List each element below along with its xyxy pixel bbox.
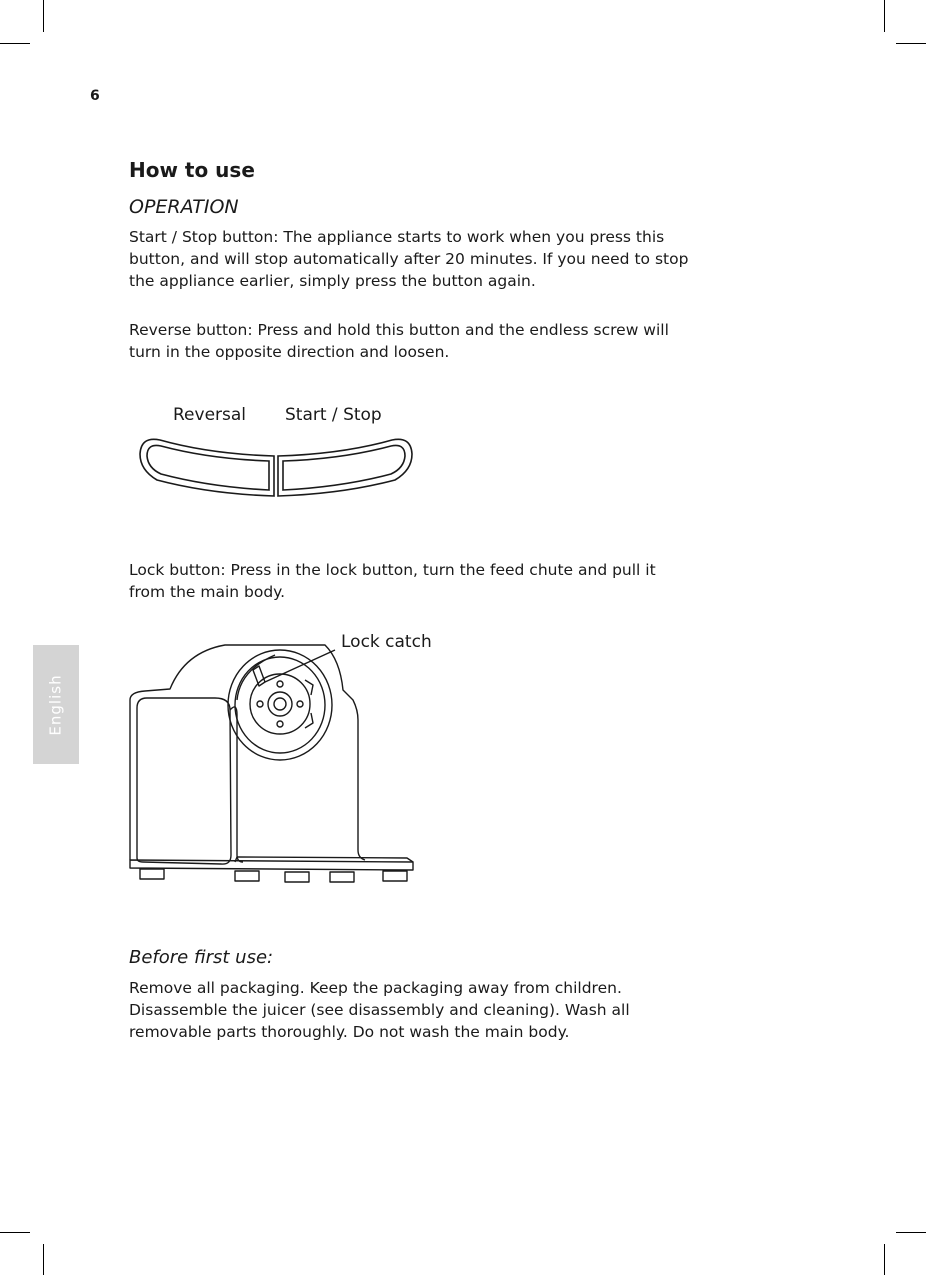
reversal-button-inner bbox=[147, 445, 269, 490]
language-tab-label: English bbox=[47, 673, 66, 736]
control-buttons-illustration bbox=[135, 432, 420, 504]
chute-mount bbox=[228, 650, 332, 760]
section-subtitle: OPERATION bbox=[129, 196, 239, 218]
crop-mark bbox=[884, 0, 885, 32]
housing-outline bbox=[130, 645, 365, 860]
start-stop-button-inner bbox=[283, 445, 405, 490]
section-title: How to use bbox=[129, 158, 255, 182]
crop-mark bbox=[43, 0, 44, 32]
crop-mark bbox=[884, 1244, 885, 1275]
start-stop-label: Start / Stop bbox=[285, 405, 382, 425]
before-first-use-paragraph: Remove all packaging. Keep the packaging away from children. Disassemble the juicer (see disassembly and cleaning). Wash all removable parts thoroughly. Do not wash the main body. bbox=[129, 979, 630, 1041]
crop-mark bbox=[0, 1232, 30, 1233]
crop-mark bbox=[896, 1232, 926, 1233]
start-stop-paragraph: Start / Stop button: The appliance starts to work when you press this button, and will stop automatically after 20 minutes. If you need to stop the appliance earlier, simply press the button again. bbox=[129, 228, 689, 290]
crop-mark bbox=[0, 43, 30, 44]
language-tab bbox=[33, 645, 79, 764]
lock-paragraph: Lock button: Press in the lock button, turn the feed chute and pull it from the main body. bbox=[129, 561, 656, 601]
crop-mark bbox=[43, 1244, 44, 1275]
reverse-paragraph: Reverse button: Press and hold this button and the endless screw will turn in the opposite direction and loosen. bbox=[129, 321, 669, 361]
crop-mark bbox=[896, 43, 926, 44]
page-number: 6 bbox=[90, 88, 100, 104]
reversal-label: Reversal bbox=[173, 405, 247, 425]
main-body-illustration bbox=[125, 640, 420, 905]
lock-catch-label: Lock catch bbox=[341, 632, 432, 652]
base-plate bbox=[130, 860, 413, 870]
reversal-button-outline bbox=[140, 439, 274, 496]
start-stop-button-outline bbox=[278, 439, 412, 496]
front-panel bbox=[137, 698, 231, 864]
before-first-use-heading: Before first use: bbox=[129, 947, 274, 968]
